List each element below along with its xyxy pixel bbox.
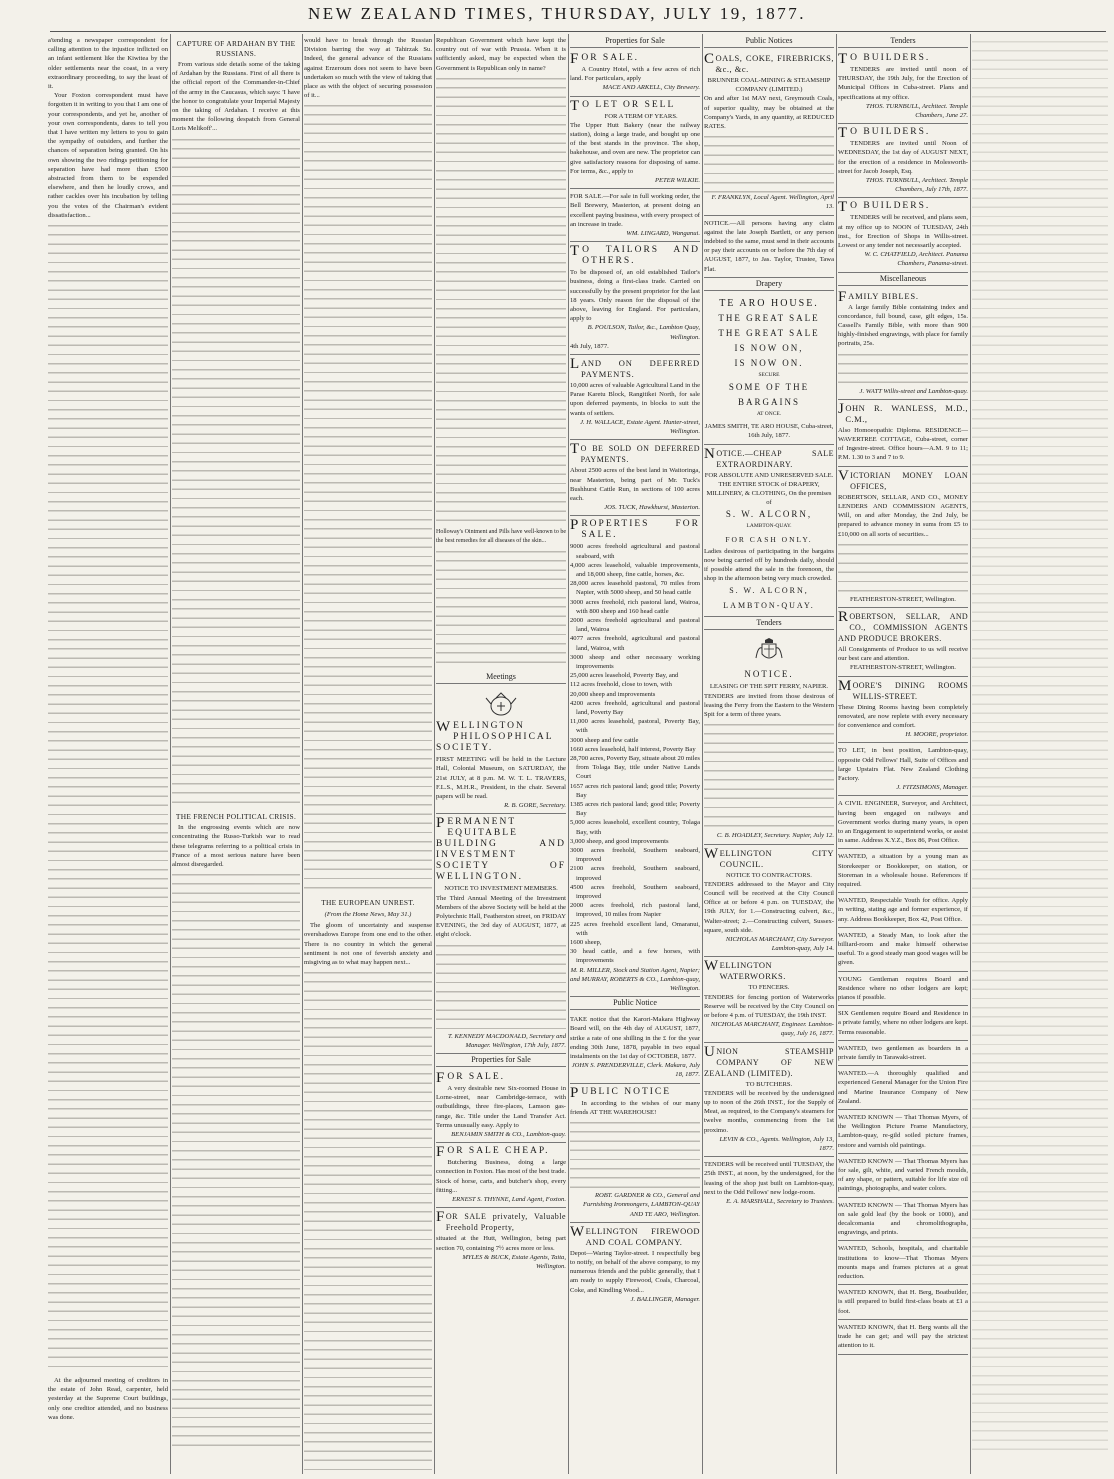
section-heading-properties: Properties for Sale: [570, 36, 700, 48]
property-line: 1660 acres leasehold, half interest, Poverty Bay: [570, 745, 696, 753]
section-heading-meetings: Meetings: [436, 672, 566, 684]
ad-body: To be disposed of, an old established Tailor's business, doing a first-class trade. Carried on successfully by the present proprietor for the last 18 years. Only reason for the disposal of the above, leaving for England. For particulars, apply to: [570, 269, 700, 323]
ad-signature: WM. LINGARD, Wanganui.: [626, 230, 700, 238]
body-text-illegible: [304, 102, 432, 892]
ad-spit-ferry: [704, 633, 834, 844]
ad-bell-brewery: [570, 190, 700, 242]
column-1: [48, 36, 168, 1472]
ad-title: VICTORIAN MONEY LOAN OFFICES,: [838, 467, 968, 491]
property-line: 1385 acres rich pastoral land; good title; Poverty Bay: [570, 801, 700, 818]
property-line: 225 acres freehold excellent land, Omaranui, with: [570, 920, 700, 937]
ad-title: LAND ON DEFERRED PAYMENTS.: [570, 356, 700, 380]
property-line: 20,000 sheep and improvements: [570, 690, 656, 698]
ad-body: TO LET, in best position, Lambton-quay, opposite Odd Fellows' Hall, Suite of Offices and large Upstairs Flat. New Zealand Clothing Factory.: [838, 747, 968, 782]
ad-builders-shops: [838, 199, 968, 272]
ad-body: About 2500 acres of the best land in Waitoringa, near Masterton, being part of Mr. Tuck's Bushhurst Cattle Run, in sections of 100 acres each.: [570, 467, 700, 502]
ad-title: COALS, COKE, FIREBRICKS, &c., &c.: [704, 51, 834, 74]
ad-body: TENDERS are invited until Noon of WEDNESDAY, the 1st day of AUGUST NEXT, for the erection of a residence in Molesworth-street for Jacob Joseph, Esq.: [838, 140, 968, 175]
ad-body: A large family Bible containing index and concordance, full bound, case, gilt edges, 15s. Cassell's Family Bible, with more than 900 highly-finished engravings, with place for family portraits, 25s.: [838, 303, 968, 348]
ad-body: In according to the wishes of our many friends AT THE WAREHOUSE!: [570, 1099, 700, 1116]
sale-line: IS NOW ON.: [734, 357, 804, 368]
ad-signature: JOHN S. PRENDERVILLE, Clerk. Makara, July 18, 1877.: [571, 1062, 700, 1079]
ad-title: PUBLIC NOTICE: [570, 1084, 672, 1101]
column-rule: [302, 34, 303, 1474]
property-line: 3000 sheep and few cattle: [570, 736, 639, 744]
ad-text: SOME OF THE BARGAINS: [728, 382, 810, 408]
ad-title: FOR SALE.: [570, 51, 640, 67]
masthead-rule: [50, 31, 1106, 32]
wanted-ad: WANTED, two gentlemen as boarders in a private family in Tarawaki-street.: [838, 1042, 968, 1066]
ad-title: WELLINGTON PHILOSOPHICAL SOCIETY.: [436, 719, 554, 754]
ad-signature: MACE AND ARKELL, City Brewery.: [602, 84, 700, 92]
ad-waterworks: [704, 958, 834, 1042]
body-text-illegible: [838, 351, 968, 387]
ad-building-society: [436, 815, 566, 1054]
ad-subtitle: NOTICE TO CONTRACTORS.: [726, 871, 812, 879]
column-4: [436, 36, 566, 1472]
property-line: 28,000 acres leasehold pastoral, 70 miles from Napier, with 5000 sheep, and 50 head cattle: [570, 580, 700, 597]
property-line: 3,000 sheep, and good improvements: [570, 837, 669, 845]
property-line: 4077 acres freehold, agricultural and pastoral land, Wairoa, with: [570, 635, 700, 652]
property-line: 2000 acres freehold, rich pastoral land, improved, 10 miles from Napier: [570, 902, 700, 919]
ad-signature: ROBT. GARDNER & CO., General and Furnishing Ironmongers, LAMBTON-QUAY AND TE ARO, Wellington.: [582, 1192, 700, 1218]
ad-money-loan: [838, 468, 968, 608]
ad-signature: J. H. WALLACE, Estate Agent. Hunter-street, Wellington.: [580, 418, 700, 436]
body-text-illegible: [436, 942, 566, 1032]
ad-builders-residence: [838, 125, 968, 198]
section-heading-properties: Properties for Sale: [436, 1055, 566, 1067]
article-text: In the engrossing events which are now concentrating the Russo-Turkish war to read these telegrams referring to a political crisis in France of a most serious nature have been almost disregarded.: [172, 824, 300, 868]
ad-title: WELLINGTON CITY COUNCIL.: [704, 845, 834, 869]
article-headline: THE FRENCH POLITICAL CRISIS.: [175, 811, 297, 821]
ad-signature: M. R. MILLER, Stock and Station Agent, Napier; and MURRAY, ROBERTS & CO., Lambton-quay, Wellington.: [570, 966, 700, 993]
ad-city-council: [704, 846, 834, 958]
property-line: 4,000 acres leasehold, valuable improvements, and 18,000 sheep, fine cattle, horses, &c.: [570, 561, 700, 578]
ad-title: FAMILY BIBLES.: [838, 288, 919, 305]
ad-signature: FEATHERSTON-STREET, Wellington.: [850, 664, 956, 672]
ad-butchering-business: [436, 1144, 566, 1208]
column-rule: [836, 34, 837, 1474]
wanted-list: [838, 850, 968, 1354]
ad-highway-board: [570, 1013, 700, 1083]
ad-signature: MYLES & BUCK, Estate Agents, Taita, Wellington.: [462, 1253, 566, 1270]
ad-signature: S. W. ALCORN, LAMBTON-QUAY.: [723, 586, 815, 611]
sale-line: IS NOW ON,: [734, 342, 804, 353]
section-heading-drapery: Drapery: [704, 279, 834, 291]
wanted-ad: WANTED, Schools, hospitals, and charitable institutions to know—That Thomas Myers mounts maps and frames pictures at a great reduction.: [838, 1242, 968, 1285]
ad-signature: JOS. TUCK, Hawkhurst, Masterton.: [604, 504, 700, 512]
ad-subtitle: BRUNNER COAL-MINING & STEAMSHIP COMPANY (LIMITED.): [707, 77, 831, 94]
column-5: [570, 36, 700, 1472]
ad-signature: J. WATT Willis-street and Lambton-quay.: [859, 387, 968, 395]
ad-civil-engineer: [838, 797, 968, 849]
column-7: [838, 36, 968, 1472]
ad-body: FIRST MEETING will be held in the Lecture Hall, Colonial Museum, on SATURDAY, the 21st JULY, at 8 p.m. M. W. T. L. TRAVERS, F.L.S., M.H.R., President, in the chair. Several papers will be read.: [436, 756, 566, 801]
article-headline: THE EUROPEAN UNREST.: [321, 898, 415, 908]
article-headline: CAPTURE OF ARDAHAN BY THE RUSSIANS.: [176, 39, 296, 58]
ad-deferred-payments-sale: [570, 441, 700, 516]
wanted-ad: YOUNG Gentleman requires Board and Residence where no other lodgers are kept; pianos if possible.: [838, 973, 968, 1007]
ad-brunner-coal: [704, 51, 834, 216]
ad-title: FOR SALE.: [436, 1070, 506, 1087]
body-text-illegible: [304, 969, 432, 1472]
ad-text: AT ONCE.: [756, 411, 782, 418]
property-line: 4500 acres freehold, Southern seaboard, improved: [570, 883, 700, 901]
body-text-illegible: [570, 1119, 700, 1191]
wanted-ad: WANTED, a situation by a young man as Storekeeper or Bookkeeper, on station, or Storeman in a wholesale house. References if required.: [838, 850, 968, 893]
ad-subtitle: FOR A TERM OF YEARS.: [604, 112, 678, 120]
ad-title: LEASING OF THE SPIT FERRY, NAPIER.: [709, 683, 829, 691]
ad-title: PROPERTIES FOR SALE.: [570, 517, 700, 541]
ad-text: SECURE: [758, 371, 780, 378]
section-heading-public-notice: Public Notice: [570, 998, 700, 1010]
body-text-illegible: [436, 75, 566, 525]
ad-body: On and after 1st MAY next, Greymouth Coals, of superior quality, may be obtained at the Company's Yards, in any quantity, at REDUCED RATES.: [704, 95, 834, 131]
section-heading-miscellaneous: Miscellaneous: [838, 274, 968, 286]
ad-title: TO TAILORS AND OTHERS.: [570, 243, 700, 267]
body-text-illegible: [172, 136, 300, 806]
ad-body: TENDERS are invited from those desirous of leasing the Ferry from the Eastern to the Western Spit for a term of three years.: [704, 692, 834, 719]
sale-line: THE GREAT SALE: [718, 312, 820, 323]
ad-properties-napier: [570, 517, 700, 997]
property-line: 2000 acres freehold agricultural and pastoral land, Wairoa: [570, 616, 700, 634]
ad-signature: FEATHERSTON-STREET, Wellington.: [850, 595, 956, 603]
ad-to-let-offices: [838, 744, 968, 796]
ad-body: TENDERS will be received by the undersigned up to noon of the 26th INST., for the Supply of Meat, as required, to the Company's steamers for twelve months, commencing from the 1st proximo.: [704, 1089, 834, 1134]
ad-title: ROBERTSON, SELLAR, AND CO., COMMISSION AGENTS AND PRODUCE BROKERS.: [838, 608, 968, 643]
ad-body: TAKE notice that the Karori-Makara Highway Board will, on the 4th day of AUGUST, 1877, strike a rate of one shilling in the £ for the year ending 30th June, 1878, payable in two equal instalments on the 1st day of OCTOBER, 1877.: [570, 1016, 700, 1061]
wanted-ad: WANTED KNOWN, that H. Berg wants all the trade he can get; and will pay the strictest attention to it.: [838, 1321, 968, 1355]
body-text-illegible: [704, 133, 834, 193]
ad-body: situated at the Hutt, Wellington, being part section 70, containing 7½ acres more or less.: [436, 1235, 566, 1252]
ad-signature: PETER WILKIE.: [654, 177, 700, 185]
wanted-ad: WANTED KNOWN — That Thomas Myers has for sale, gilt, white, and varied French moulds, of any shape, or pattern, suitable for life size oil paintings, photographs, and water colors.: [838, 1155, 968, 1198]
ad-body: The Upper Hutt Bakery (near the railway station), doing a large trade, and bought up one of the best stands in the province. The shop, bakehouse, and oven are new. The proprietor can give satisfactory reasons for disposing of same. For terms, &c., apply to: [570, 121, 700, 175]
ad-notice: NOTICE.: [744, 669, 794, 680]
property-line: 3000 acres freehold, Southern seaboard, improved: [570, 847, 700, 864]
ad-signature: NICHOLAS MARCHANT, City Surveyor. Lambton-quay, July 14.: [725, 935, 834, 953]
ad-title: TO LET OR SELL: [570, 97, 676, 114]
wanted-ad: WANTED, a Steady Man, to look after the billiard-room and make himself otherwise useful. To a good steady man good wages will be given.: [838, 929, 968, 972]
ad-signature: LEVIN & CO., Agents. Wellington, July 13, 1877.: [719, 1135, 834, 1152]
ad-body: A Country Hotel, with a few acres of rich land. For particulars, apply: [570, 66, 700, 83]
ad-house-for-sale: [436, 1070, 566, 1143]
ad-tailors: [570, 243, 700, 355]
section-heading-tenders: Tenders: [838, 36, 968, 48]
ad-hutt-bakery: [570, 98, 700, 190]
society-crest-icon: [484, 692, 518, 718]
wanted-ad: WANTED KNOWN — That Thomas Myers has on sale gold leaf (by the book or 1000), and decalcomania and chromolithographs, engravings, and prints.: [838, 1199, 968, 1242]
article-source: (From the Home News, May 31.): [324, 910, 412, 918]
ad-signature: THOS. TURNBULL, Architect. Temple Chambers, June 27.: [866, 102, 968, 120]
wanted-ad: WANTED KNOWN, that H. Berg, Boatbuilder, is still prepared to build first-class boats at £1 a foot.: [838, 1286, 968, 1320]
article-text: At the adjourned meeting of creditors in the estate of John Read, carpenter, held yesterday at the Supreme Court buildings, only one creditor attended, and no business was done.: [48, 1377, 168, 1421]
property-line: 11,000 acres leasehold, pastoral, Poverty Bay, with: [570, 718, 700, 735]
ad-bartlett-estate: [704, 217, 834, 278]
property-line: 9000 acres freehold agricultural and pastoral seaboard, with: [570, 543, 700, 560]
ad-body: Ladies desirous of participating in the bargains now being carried off by hundreds daily, should if possible attend the sale in the forenoon, the shop in the afternoon being very much crowded.: [704, 547, 834, 583]
ad-body: FOR ABSOLUTE AND UNRESERVED SALE. THE ENTIRE STOCK of DRAPERY, MILLINERY, & CLOTHING, On the premises of: [704, 471, 834, 507]
ad-title: PERMANENT EQUITABLE BUILDING AND INVESTMENT SOCIETY OF WELLINGTON.: [436, 815, 566, 883]
ad-text: LAMBTON-QUAY.: [746, 523, 792, 530]
article-text: a'tending a newspaper correspondent for calling attention to the injustice inflicted on an infant settlement like the Kiwitea by the older settlements near the coast, in a very extraordinary proceeding, to say the least of it.: [48, 37, 168, 91]
ad-firewood-coal: [570, 1224, 700, 1307]
ad-body: 10,000 acres of valuable Agricultural Land in the Parae Karetu Block, Rangitikei North, for sale upon deferred payments, in blocks to suit the wants of settlers.: [570, 382, 700, 417]
body-text-illegible: [436, 548, 566, 668]
property-line: 1657 acres rich pastoral land; good title; Poverty Bay: [570, 782, 700, 799]
ad-union-steamship: [704, 1044, 834, 1158]
ad-title: TE ARO HOUSE.: [719, 297, 819, 309]
column-8: [972, 36, 1108, 1472]
ad-signature: J. FITZSIMONS, Manager.: [896, 784, 968, 792]
column-3: [304, 36, 432, 1472]
masthead: NEW ZEALAND TIMES, THURSDAY, JULY 19, 1877.: [307, 4, 807, 23]
ad-signature: JAMES SMITH, TE ARO HOUSE, Cuba-street, 16th July, 1877.: [704, 423, 834, 440]
ad-title: TO BUILDERS.: [838, 125, 931, 142]
column-rule: [170, 34, 171, 1474]
ad-signature: W. C. CHATFIELD, Architect. Panama Chambers, Panama-street.: [864, 251, 968, 268]
body-text-illegible: [48, 222, 168, 1372]
ad-title: UNION STEAMSHIP COMPANY OF NEW ZEALAND (LIMITED).: [704, 1043, 834, 1078]
article-text: From various side details some of the taking of Ardahan by the Russians. First of all there is the official report of the Commander-in-Chief of the army in the Caucasus, which says: 'I have the honor to congratulate your Imperial Majesty on the taking of Ardahan. I receive at this moment the following despatch from General Loris Melikoff'...: [172, 61, 300, 133]
sale-line: THE GREAT SALE: [718, 327, 820, 338]
ad-signature: B. POULSON, Tailor, &c., Lambton Quay, Wellington.: [587, 324, 700, 341]
property-line: 4200 acres freehold, agricultural and pastoral land, Poverty Bay: [570, 699, 700, 716]
ad-family-bibles: [838, 289, 968, 400]
ad-subtitle: TO FENCERS.: [748, 984, 790, 992]
ad-body: Depot—Waring Taylor-street. I respectfully beg to notify, on behalf of the above company, to my numerous friends and the public generally, that I am ready to supply Firewood, Coals, Charcoal, Coke, and Kindling Wood...: [570, 1249, 700, 1294]
ad-body: A very desirable new Six-roomed House in Lorne-street, near Cambridge-terrace, with outbuildings, three fire-places, Lamson gas-range, &c. Title under the Land Transfer Act. Terms unusually easy. Apply to: [436, 1085, 566, 1129]
ad-title: WELLINGTON WATERWORKS.: [704, 958, 786, 982]
article-text: Your Foxton correspondent must have forgotten it in writing to you that I am one of your correspondents, and yet he, another of your own correspondents, dares to tell you that I have written my letters to you to gain the sympathy of outsiders, and further the chances of separation being granted. On his own showing the two ridings petitioning for separation have had more than £500 abstracted from them to be expended elsewhere, and then he loudly crows, and rather cackles over his incubation by telling you the votes of the Chairman's evident dissatisfaction...: [48, 92, 168, 219]
ad-commission-agents: [838, 609, 968, 677]
ad-philosophical-society: [436, 687, 566, 814]
ad-text: FOR CASH ONLY.: [725, 534, 813, 544]
wanted-ad: WANTED KNOWN — That Thomas Myers, of the Wellington Picture Frame Manufactory, Lambton-quay, re-gild soiled picture frames, restore and varnish old paintings.: [838, 1111, 968, 1154]
ad-title: FOR SALE CHEAP.: [436, 1144, 550, 1161]
property-line: 30 head cattle, and a few horses, with improvements: [570, 948, 700, 965]
property-line: 28,700 acres, Poverty Bay, situate about 20 miles from Tolaga Bay, title under Native Lands Court: [570, 754, 700, 781]
column-6: [704, 36, 834, 1472]
ad-title: JOHN R. WANLESS, M.D., C.M.,: [838, 400, 968, 424]
wanted-ad: SIX Gentlemen require Board and Residence in a private family, where no other lodgers are kept. Terms reasonable.: [838, 1007, 968, 1041]
ad-signature: T. KENNEDY MACDONALD, Secretary and Manager. Wellington, 17th July, 1877.: [448, 1032, 566, 1049]
ad-title: TO BUILDERS.: [838, 199, 931, 216]
column-rule: [702, 34, 703, 1474]
ad-country-hotel: [570, 51, 700, 97]
ad-title: FOR SALE privately, Valuable Freehold Property,: [436, 1209, 566, 1233]
property-line: 25,000 acres leasehold, Poverty Bay, and: [570, 672, 679, 680]
ad-wanless: [838, 401, 968, 467]
property-line: 5,000 acres leasehold, excellent country, Tolaga Bay, with: [570, 819, 700, 836]
ad-body: The Third Annual Meeting of the Investment Members of the above Society will be held at the Polytechnic Hall, Featherston street, on FRIDAY EVENING, the 3rd day of AUGUST, 1877, at eight o'clock.: [436, 894, 566, 939]
ad-signature: C. B. HOADLEY, Secretary. Napier, July 12.: [716, 832, 834, 840]
article-text: Republican Government which have kept the country out of war with Prussia. When it is sufficiently asked, may be expected when the Government is Republican only in name?: [436, 37, 566, 72]
section-heading-tenders: Tenders: [704, 618, 834, 630]
ad-moores-dining-rooms: [838, 678, 968, 744]
ad-body: TENDERS addressed to the Mayor and City Council will be received at the City Council Office at or before 4 p.m. on TUESDAY, the 19th JULY, for 1.—Constructing culvert, &c., Walter-street; 2.—Constructing culvert, Sussex-square, south side.: [704, 880, 834, 934]
ad-freehold-property: [436, 1209, 566, 1274]
property-line: 2100 acres freehold, Southern seaboard, improved: [570, 865, 700, 882]
ad-body: TENDERS for fencing portion of Waterworks Reserve will be received by the City Council on or before 4 p.m. of TUESDAY, the 19th INST.: [704, 993, 834, 1019]
body-text-illegible: [838, 541, 968, 595]
ad-signature: E. A. MARSHALL, Secretary to Trustees.: [726, 1197, 834, 1205]
ad-title: WELLINGTON FIREWOOD AND COAL COMPANY.: [570, 1223, 700, 1247]
column-2: [172, 36, 300, 1472]
wanted-ad: WANTED, Respectable Youth for office. Apply in writing, stating age and former experience, if any. Address Bookkeeper, Box 42, Post Office.: [838, 894, 968, 928]
column-rule: [970, 34, 971, 1474]
royal-coat-of-arms-icon: [752, 638, 786, 664]
ad-te-aro-house: [704, 294, 834, 445]
ad-title: TO BE SOLD ON DEFERRED PAYMENTS.: [570, 441, 700, 465]
margin-continuation: [972, 38, 1108, 1458]
ad-public-notice-warehouse: [570, 1085, 700, 1223]
column-rule: [568, 34, 569, 1474]
ad-subtitle: NOTICE TO INVESTMENT MEMBERS.: [444, 885, 558, 893]
property-line: 3000 acres freehold, rich pastoral land, Wairoa, with 800 sheep and 160 head cattle: [570, 598, 700, 615]
ad-body: NOTICE.—All persons having any claim against the late Joseph Bartlett, or any person indebted to the same, must send in their accounts or pay their accounts on or before the 7th day of AUGUST, 1877, to Jas. Taylor, Trustee, Tawa Flat.: [704, 219, 834, 273]
ad-body: A CIVIL ENGINEER, Surveyor, and Architect, having been engaged on railways and Government works during many years, is open to an Engagement to superintend works, or assist in same. Address X.Y.Z., Box 86, Post Office.: [838, 800, 968, 845]
column-rule: [434, 34, 435, 1474]
ad-body: Also Homoeopathic Diploma. RESIDENCE—WAVERTREE COTTAGE, Cuba-street, corner of Ingestre-street. Office hours—A.M. 9 to 11; P.M. 1.30 to 3 and 7 to 9.: [838, 426, 968, 462]
property-line: 112 acres freehold, close to town, with: [570, 681, 672, 689]
ad-body: Butchering Business, doing a large connection in Foxton. Has most of the best trade. Stock of horse, carts, and butcher's shop, every fitting...: [436, 1159, 566, 1194]
ad-deferred-payments-land: [570, 356, 700, 440]
ad-signature: R. B. GORE, Secretary.: [504, 802, 566, 810]
ad-body: These Dining Rooms having been completely renovated, are now replete with every necessary for convenience and comfort.: [838, 703, 968, 729]
section-heading-public-notices: Public Notices: [704, 36, 834, 48]
body-text-illegible: [172, 871, 300, 1451]
ad-subtitle: TO BUTCHERS.: [745, 1080, 793, 1088]
ad-signature: J. BALLINGER, Manager.: [630, 1295, 700, 1303]
ad-body: All Consignments of Produce to us will receive our best care and attention.: [838, 645, 968, 663]
article-text: The gloom of uncertainty and suspense overshadows Europe from one end to the other. There is no country in which the general sentiment is not one of feverish anxiety and misgiving as to what may happen next...: [304, 922, 432, 966]
ad-signature: ERNEST S. THYNNE, Land Agent, Foxton.: [452, 1196, 566, 1204]
ad-body: ROBERTSON, SELLAR, AND CO., MONEY LENDERS AND COMMISSION AGENTS, Will, on and after Monday, the 2nd July, be prepared to advance money in sums from £5 to £10,000 on all sorts of securities...: [838, 493, 968, 538]
ad-body: TENDERS are invited until noon of THURSDAY, the 19th July, for the Erection of Municipal Offices in Cuba-street. Plans and specifications at my office.: [838, 66, 968, 101]
ad-title: NOTICE.—CHEAP SALE EXTRAORDINARY.: [704, 445, 834, 469]
property-line: 3000 sheep and other necessary working improvements: [570, 653, 700, 670]
ad-body: TENDERS will be received until TUESDAY, the 25th INST., at noon, by the undersigned, for the leasing of the shop just built on Lambton-quay, next to the Odd Fellows' new lodge-room.: [704, 1161, 834, 1196]
advertisement-text: Holloway's Ointment and Pills have well-known to be the best remedies for all diseases of the skin...: [436, 528, 566, 545]
ad-shop-lease: [704, 1158, 834, 1209]
ad-body: FOR SALE.—For sale in full working order, the Bell Brewery, Masterton, at present doing an excellent paying business, with every prospect of an increase in trade.: [570, 193, 700, 228]
ad-date: 4th July, 1877.: [570, 342, 609, 350]
property-line: 1600 sheep,: [570, 939, 602, 947]
wanted-ad: WANTED.—A thoroughly qualified and experienced General Manager for the Union Fire and Marine Insurance Company of New Zealand.: [838, 1067, 968, 1110]
ad-signature: THOS. TURNBULL, Architect. Temple Chambers, July 17th, 1877.: [866, 177, 968, 194]
ad-signature: H. MOORE, proprietor.: [905, 731, 968, 739]
ad-title: TO BUILDERS.: [838, 51, 931, 67]
ad-signature: BENJAMIN SMITH & CO., Lambton-quay.: [451, 1131, 566, 1139]
ad-name: S. W. ALCORN,: [725, 509, 813, 520]
ad-signature: F. FRANKLYN, Local Agent. Wellington, April 13.: [711, 194, 834, 211]
article-text: would have to break through the Russian Division barring the way at Tahirzak Su. Indeed, the general advance of the Russians against Erzeroum does not seem to have been undertaken so much with the view of taking that place as with the object of securing possession of it...: [304, 37, 432, 100]
body-text-illegible: [704, 721, 834, 831]
ad-alcorn-sale: [704, 446, 834, 618]
ad-builders-municipal: [838, 51, 968, 124]
ad-title: MOORE'S DINING ROOMS WILLIS-STREET.: [838, 677, 968, 701]
ad-body: TENDERS will be received, and plans seen, at my office up to NOON of TUESDAY, 24th inst., for Erection of Shops in Willis-street. Lowest or any tender not necessarily accepted.: [838, 214, 968, 250]
property-list: [570, 542, 700, 965]
ad-signature: NICHOLAS MARCHANT, Engineer. Lambton-quay, July 16, 1877.: [710, 1021, 834, 1038]
